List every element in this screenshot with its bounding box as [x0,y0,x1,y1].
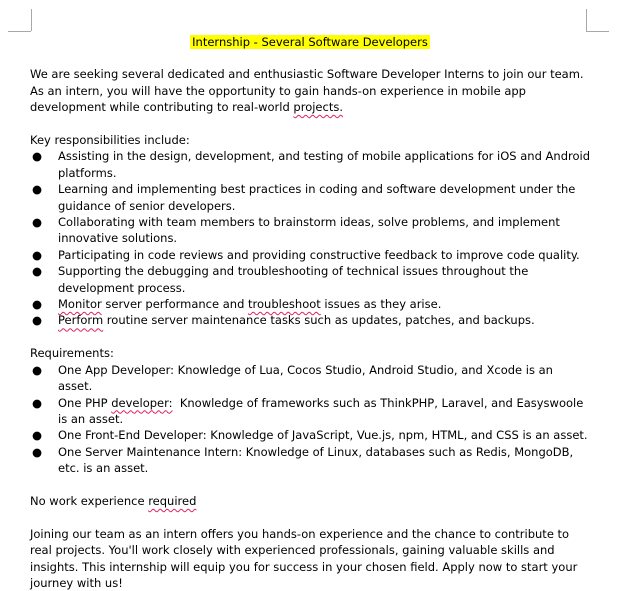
spelling-flag-perform[interactable]: Perform [58,313,104,328]
list-item[interactable] [30,444,590,477]
list-item[interactable] [30,148,590,181]
intro-paragraph[interactable] [30,66,590,115]
responsibilities-list [30,148,590,328]
document-body[interactable] [30,34,590,591]
list-item[interactable] [30,296,590,312]
spelling-flag-monitor[interactable]: Monitor [58,297,102,312]
bullet-icon: ● [32,428,43,443]
bullet-icon: ● [32,215,43,230]
spelling-flag-projects[interactable]: projects. [293,100,343,115]
blank-line [30,116,590,132]
blank-line [30,329,590,345]
responsibilities-heading[interactable]: Key responsibilities include: [30,133,190,148]
crop-mark-top-right-horizontal [586,31,609,32]
list-item-text: Knowledge of frameworks such as ThinkPHP, Laravel, and Easyswoole is an asset. [58,395,587,426]
list-item-text: One Front-End Developer: Knowledge of JavaScript, Vue.js, npm, HTML, and CSS is an asset. [58,428,588,443]
list-item[interactable] [30,214,590,247]
title-row [30,34,590,50]
bullet-icon: ● [32,149,43,164]
bullet-icon: ● [32,362,43,377]
requirements-heading[interactable]: Requirements: [30,346,114,361]
list-item-text: Collaborating with team members to brainstorm ideas, solve problems, and implement innovative solutions. [58,215,560,246]
list-item-text: Supporting the debugging and troubleshooting of technical issues throughout the development process. [58,264,529,295]
document-title[interactable]: Internship - Several Software Developers [192,35,428,49]
list-item-text: One PHP [58,395,112,410]
spelling-flag-required[interactable]: required [148,493,197,508]
blank-line [30,509,590,525]
bullet-icon: ● [32,182,43,197]
list-item[interactable] [30,427,590,443]
bullet-icon: ● [32,247,43,262]
blank-line [30,477,590,493]
spelling-flag-troubleshoot[interactable]: troubleshoot [248,297,321,312]
bullet-icon: ● [32,313,43,328]
list-item-text: routine server maintenance tasks such as updates, patches, and backups. [103,313,535,328]
bullet-icon: ● [32,444,43,459]
experience-text: No work experience [30,493,149,508]
list-item[interactable] [30,263,590,296]
list-item-text: issues as they arise. [320,297,442,312]
list-item-text: Assisting in the design, development, and testing of mobile applications for iOS and Android platforms. [58,149,591,180]
list-item-text: Participating in code reviews and providing constructive feedback to improve code quality. [58,247,580,262]
bullet-icon: ● [32,395,43,410]
list-item-text: Learning and implementing best practices in coding and software development under the guidance of senior developers. [58,182,576,213]
intro-text: We are seeking several dedicated and enthusiastic Software Developer Interns to join our team. As an intern, you will have the opportunity to gain hands-on experience in mobile app development while contributing to real-world [30,67,584,115]
crop-mark-top-left-vertical [31,9,32,31]
bullet-icon: ● [32,264,43,279]
list-item[interactable] [30,181,590,214]
crop-mark-top-left-horizontal [8,31,31,32]
list-item-text: One App Developer: Knowledge of Lua, Cocos Studio, Android Studio, and Xcode is an asset. [58,362,553,394]
list-item[interactable] [30,362,590,395]
requirements-list [30,362,590,477]
list-item-text: One Server Maintenance Intern: Knowledge of Linux, databases such as Redis, MongoDB, etc. is an asset. [58,444,574,476]
closing-paragraph[interactable]: Joining our team as an intern offers you hands-on experience and the chance to contribute to real projects. You'll work closely with experienced professionals, gaining valuable skills and insights. This internship will equip you for success in your chosen field. Apply now to start your journey with us! [30,526,578,590]
experience-paragraph[interactable] [30,493,590,509]
crop-mark-top-right-vertical [586,9,587,31]
list-item[interactable] [30,312,590,328]
list-item[interactable] [30,395,590,428]
list-item[interactable] [30,247,590,263]
list-item-text: server performance and [101,297,249,312]
bullet-icon: ● [32,297,43,312]
spelling-flag-developer[interactable]: developer: [111,395,173,410]
